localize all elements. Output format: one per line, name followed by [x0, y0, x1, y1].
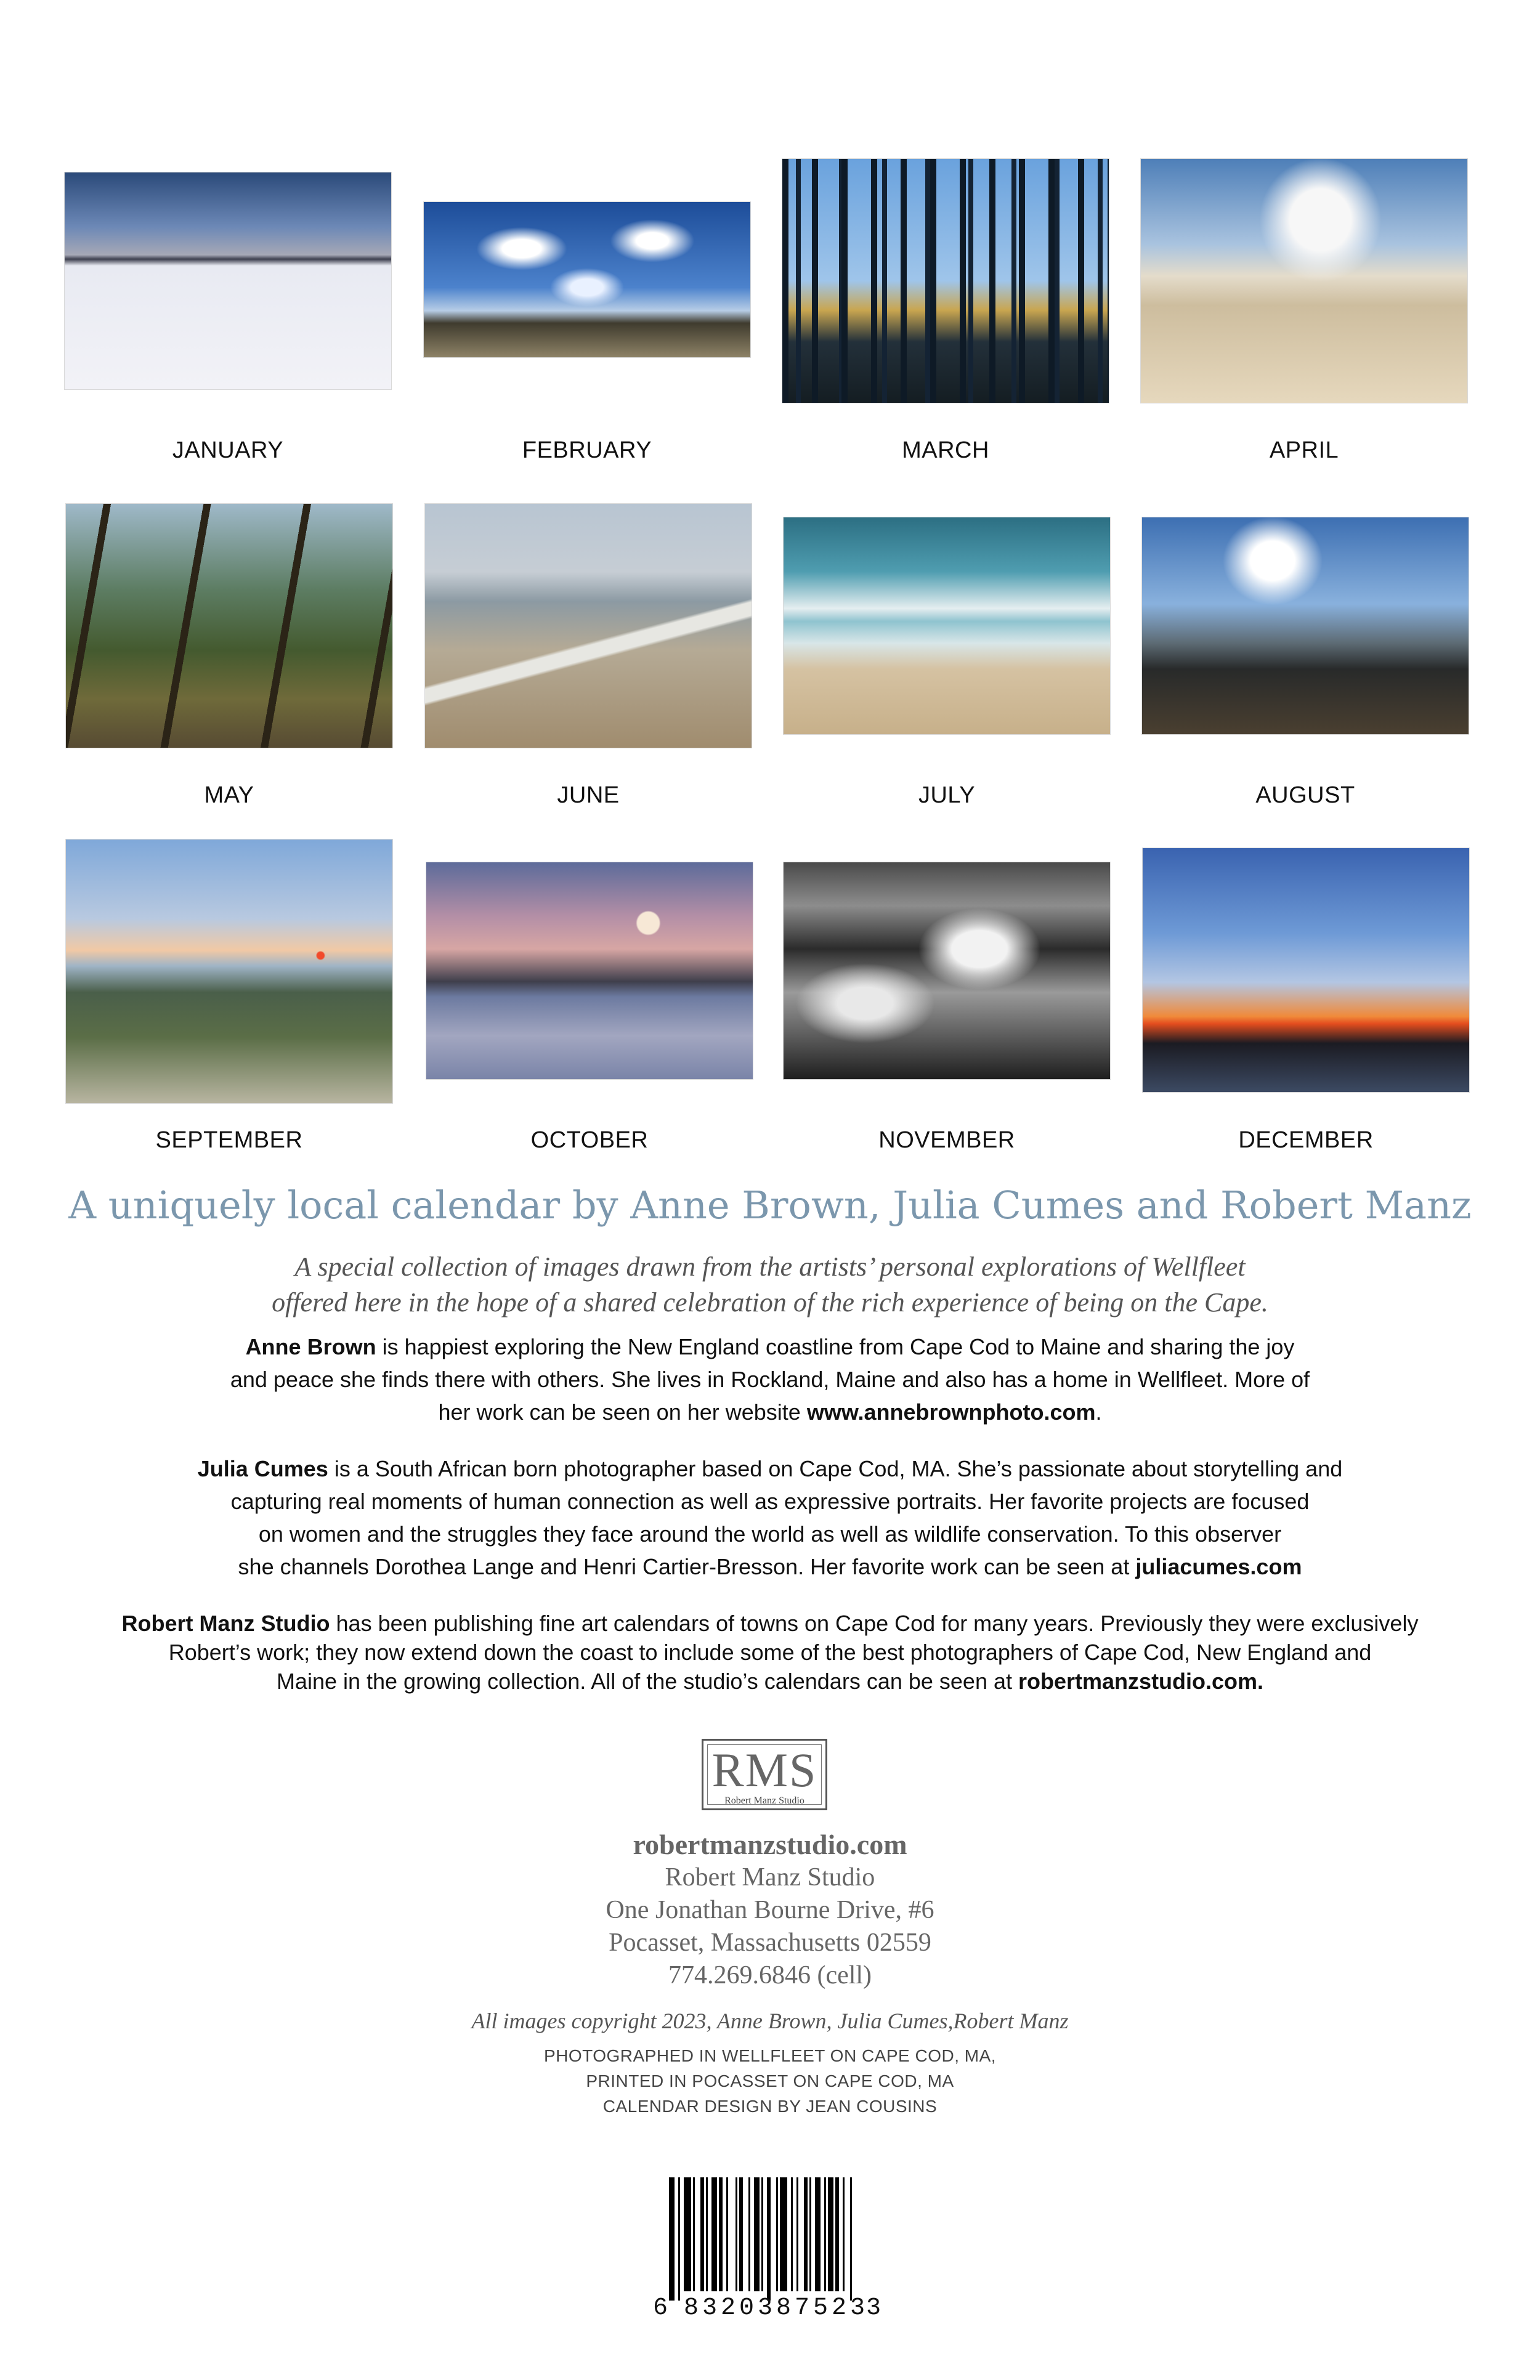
barcode-bar [761, 2177, 763, 2291]
barcode-bar [824, 2177, 826, 2291]
month-row-2 [65, 493, 1475, 838]
barcode-bar [804, 2177, 808, 2291]
julia-cumes-bio [154, 1452, 1386, 1583]
february-photo [424, 202, 750, 357]
may-photo [66, 504, 392, 748]
july-photo [784, 517, 1110, 734]
julia-bio-line-1: is a South African born photographer based on Cape Cod, MA. She’s passionate about storytelling and [328, 1456, 1343, 1481]
barcode-bar [835, 2177, 839, 2291]
month-label: JUNE [557, 782, 620, 808]
barcode-bar [828, 2177, 833, 2291]
barcode-last-digit: 3 [866, 2294, 881, 2322]
julia-bio-line-3: on women and the struggles they face around the world as well as wildlife conservation. To this observer [258, 1521, 1282, 1547]
anne-bio-line-3: her work can be seen on her website [438, 1399, 807, 1425]
november-photo [784, 862, 1110, 1079]
month-label: SEPTEMBER [155, 1127, 303, 1153]
month-label: OCTOBER [530, 1127, 649, 1153]
december-photo [1143, 848, 1469, 1092]
copyright-line: All images copyright 2023, Anne Brown, Julia Cumes,Robert Manz [471, 2009, 1069, 2033]
barcode-bar [739, 2177, 743, 2291]
barcode [653, 2177, 881, 2325]
barcode-right-digits: 87523 [776, 2294, 869, 2322]
barcode-bar [693, 2177, 695, 2291]
month-label: NOVEMBER [878, 1127, 1015, 1153]
january-photo [65, 172, 391, 389]
barcode-bar [796, 2177, 798, 2291]
barcode-bar [700, 2177, 704, 2291]
anne-bio-end: . [1095, 1399, 1102, 1425]
subtitle-line-2: offered here in the hope of a shared celebration of the rich experience of being on the Cape. [272, 1287, 1268, 1318]
anne-website-link[interactable]: www.annebrownphoto.com [806, 1399, 1096, 1425]
barcode-bar [678, 2177, 680, 2301]
contact-street: One Jonathan Bourne Drive, #6 [606, 1896, 934, 1924]
month-row-3 [65, 838, 1475, 1183]
month-label: MARCH [902, 437, 989, 463]
barcode-bar [748, 2177, 750, 2291]
barcode-first-digit: 6 [653, 2294, 668, 2322]
contact-city: Pocasset, Massachusetts 02559 [609, 1929, 931, 1957]
robert-website-link[interactable]: robertmanzstudio.com. [1018, 1669, 1264, 1694]
barcode-bar [754, 2177, 760, 2291]
barcode-bar [809, 2177, 811, 2291]
anne-brown-name: Anne Brown [245, 1334, 376, 1359]
march-photo [782, 159, 1109, 403]
anne-brown-bio [154, 1330, 1386, 1428]
credit-line-3: CALENDAR DESIGN BY JEAN COUSINS [602, 2097, 938, 2116]
barcode-bar [843, 2177, 845, 2291]
julia-website-link[interactable]: juliacumes.com [1135, 1554, 1302, 1579]
robert-manz-bio [86, 1609, 1454, 1696]
barcode-bar [711, 2177, 717, 2291]
barcode-bar [706, 2177, 708, 2291]
robert-bio-line-2: Robert’s work; they now extend down the coast to include some of the best photographers of Cape Cod, New England and [168, 1640, 1372, 1665]
month-label: JULY [918, 782, 976, 808]
headline: A uniquely local calendar by Anne Brown, Julia Cumes and Robert Manz [68, 1183, 1472, 1228]
logo-letters: RMS [711, 1743, 817, 1797]
credit-line-1: PHOTOGRAPHED IN WELLFLEET ON CAPE COD, MA, [543, 2046, 997, 2065]
august-photo [1142, 517, 1469, 734]
september-photo [66, 840, 392, 1103]
logo-subtitle: Robert Manz Studio [724, 1795, 804, 1806]
anne-bio-line-1: is happiest exploring the New England coastline from Cape Cod to Maine and sharing the joy [376, 1334, 1295, 1359]
april-photo [1141, 159, 1467, 403]
month-label: MAY [204, 782, 254, 808]
julia-bio-line-2: capturing real moments of human connection as well as expressive portraits. Her favorite projects are focused [230, 1489, 1310, 1514]
month-label: AUGUST [1255, 782, 1355, 808]
month-label: DECEMBER [1238, 1127, 1374, 1153]
contact-phone: 774.269.6846 (cell) [668, 1961, 872, 1989]
barcode-bar [776, 2177, 778, 2291]
anne-bio-line-2: and peace she finds there with others. She lives in Rockland, Maine and also has a home in Wellfleet. More of [230, 1367, 1310, 1392]
barcode-left-digits: 83203 [684, 2294, 777, 2322]
robert-manz-name: Robert Manz Studio [121, 1611, 330, 1636]
barcode-bar [719, 2177, 723, 2291]
contact-website[interactable]: robertmanzstudio.com [633, 1829, 907, 1860]
barcode-bar [736, 2177, 737, 2291]
month-row-1 [65, 148, 1475, 493]
robert-bio-line-1: has been publishing fine art calendars of towns on Cape Cod for many years. Previously they were exclusively [330, 1611, 1419, 1636]
julia-cumes-name: Julia Cumes [197, 1456, 328, 1481]
robert-bio-line-3: Maine in the growing collection. All of the studio’s calendars can be seen at [276, 1669, 1019, 1694]
month-label: FEBRUARY [522, 437, 652, 463]
june-photo [425, 504, 752, 748]
credit-line-2: PRINTED IN POCASSET ON CAPE COD, MA [586, 2071, 954, 2091]
barcode-bars [669, 2177, 866, 2294]
barcode-bar [767, 2177, 771, 2301]
rms-logo [702, 1739, 827, 1810]
barcode-bar [780, 2177, 787, 2291]
subtitle-line-1: A special collection of images drawn from the artists’ personal explorations of Wellfleet [294, 1252, 1246, 1282]
logo-frame [707, 1744, 822, 1805]
barcode-bar [726, 2177, 728, 2291]
subtitle [0, 1249, 1540, 1321]
barcode-bar [815, 2177, 821, 2291]
barcode-bar [669, 2177, 675, 2301]
contact-name: Robert Manz Studio [665, 1863, 875, 1892]
julia-bio-line-4: she channels Dorothea Lange and Henri Cartier-Bresson. Her favorite work can be seen at [238, 1554, 1136, 1579]
month-label: JANUARY [172, 437, 284, 463]
month-label: APRIL [1269, 437, 1339, 463]
barcode-bar [791, 2177, 793, 2291]
barcode-bar [850, 2177, 852, 2301]
october-photo [426, 862, 753, 1079]
barcode-bar [684, 2177, 691, 2291]
